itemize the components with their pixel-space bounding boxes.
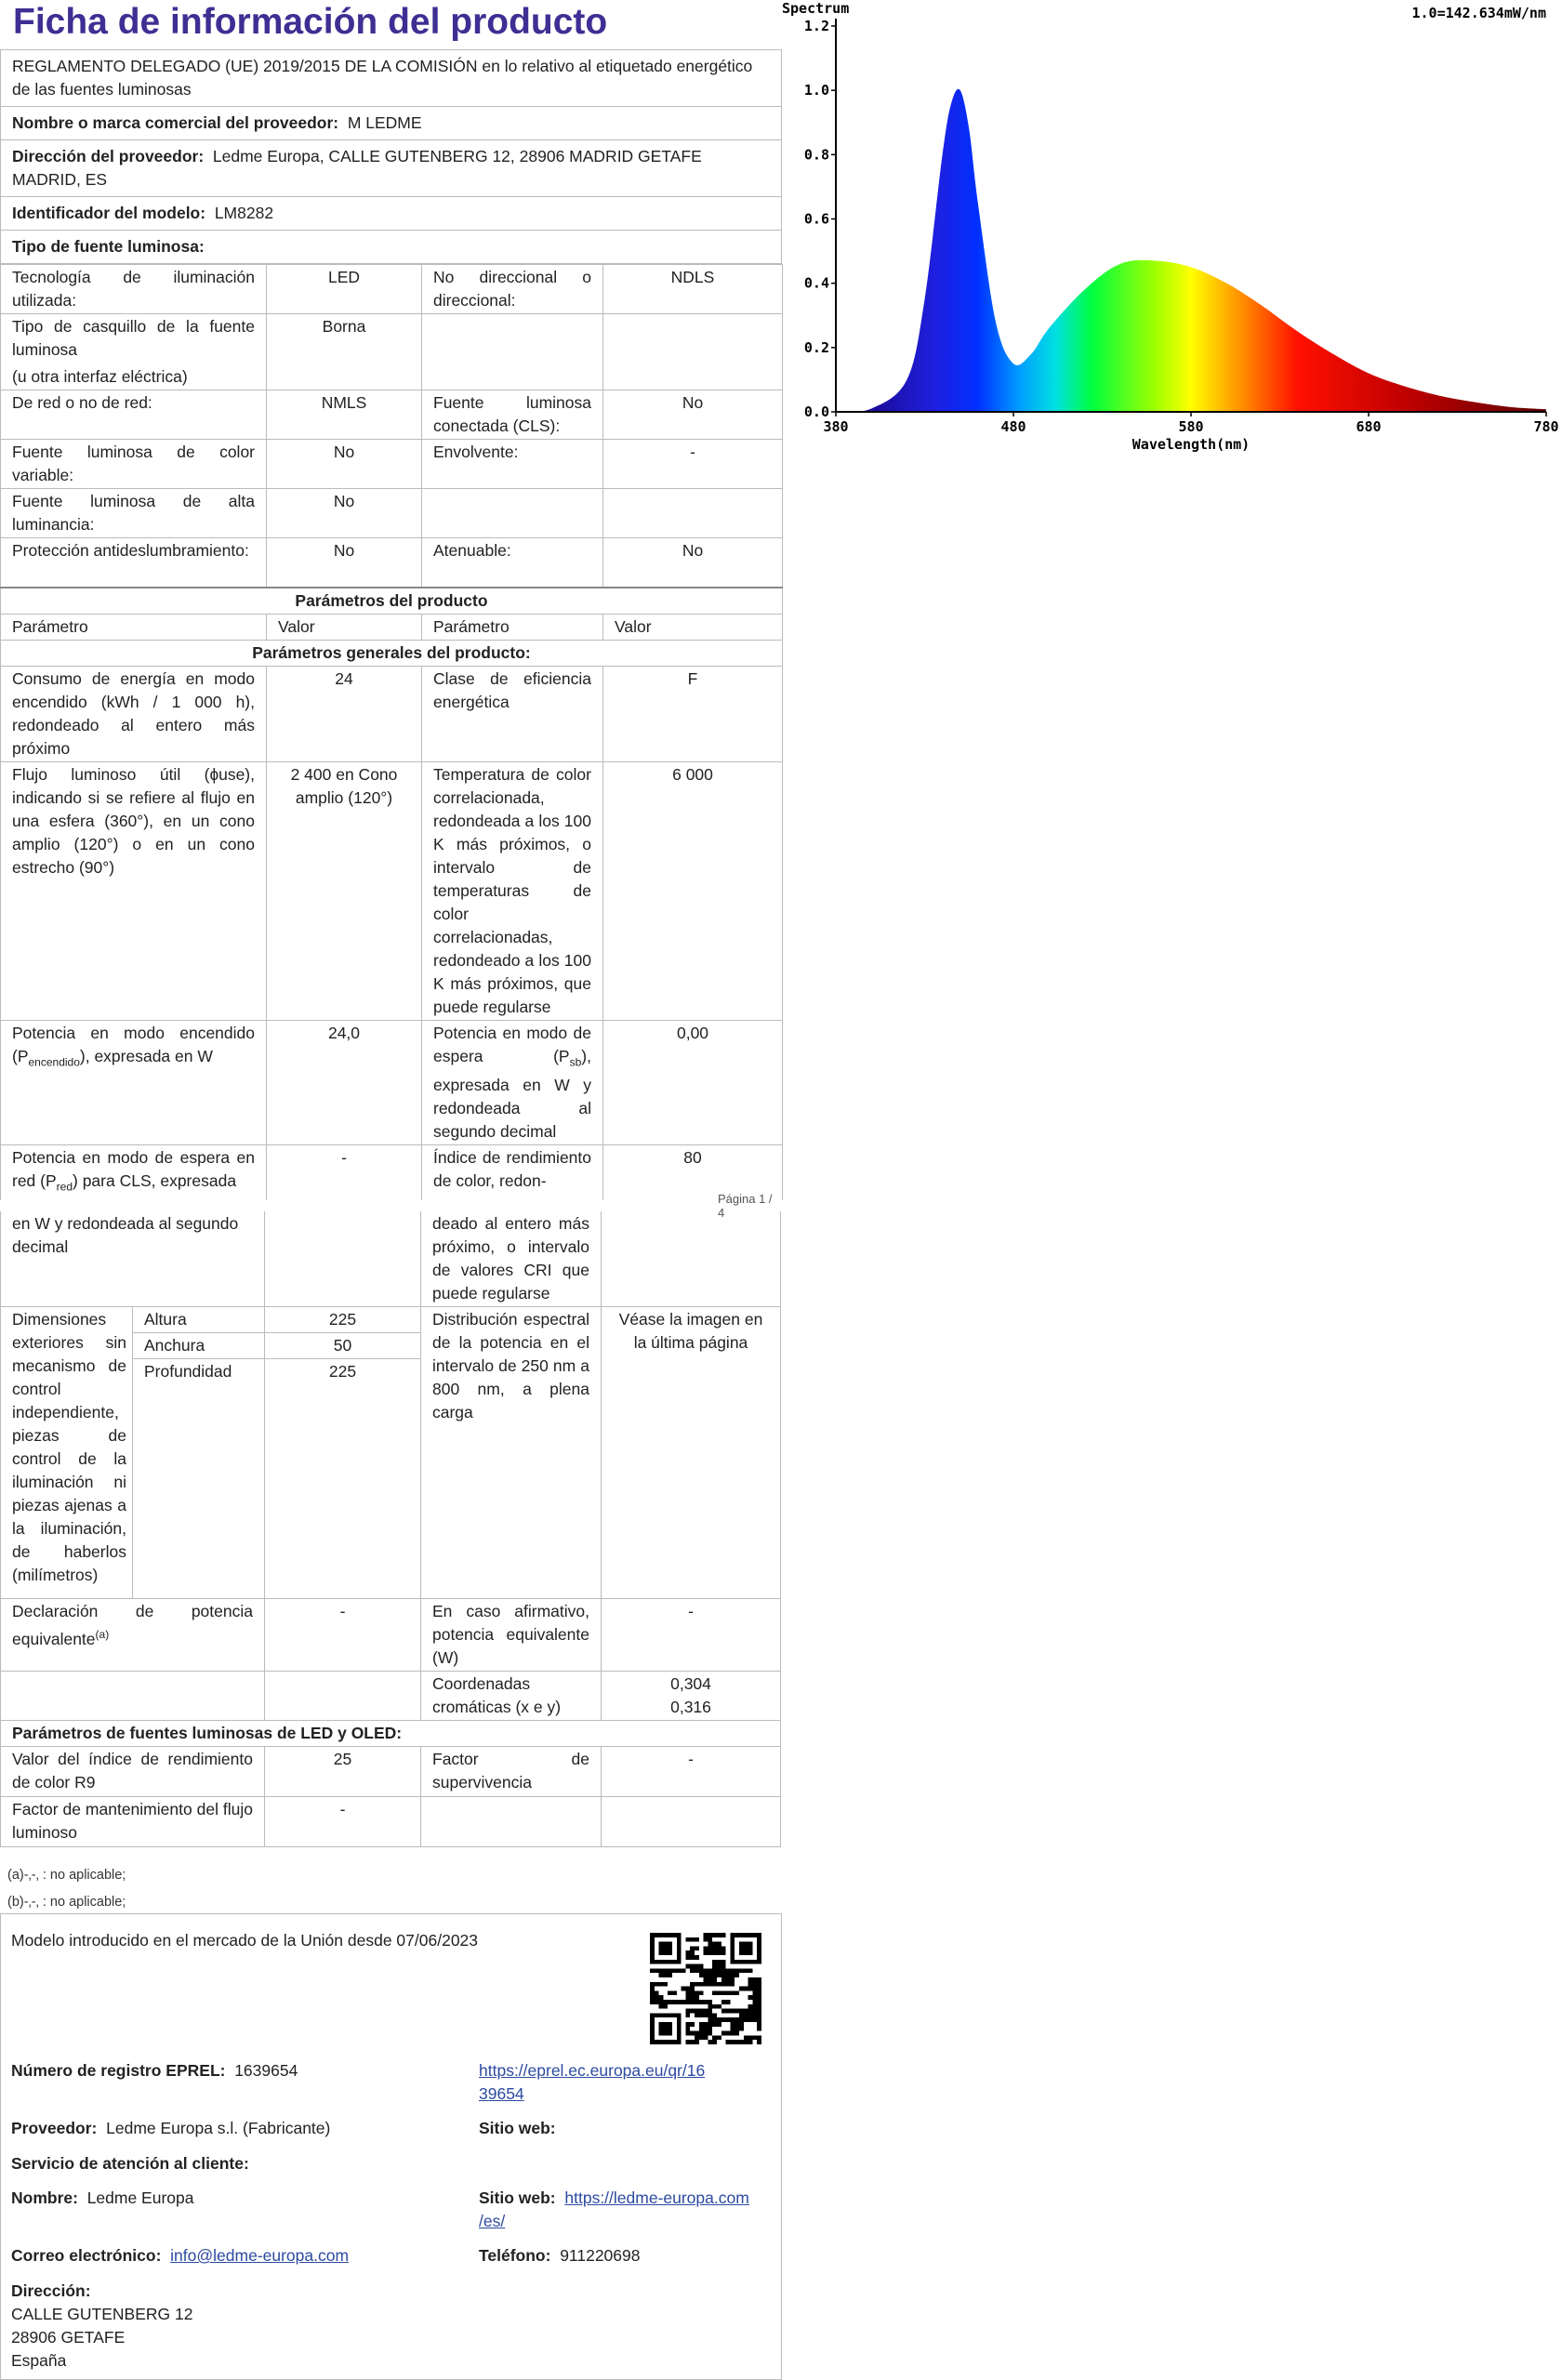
top-info-block [0,49,782,1200]
footnote: (a)-‚-‚ : no aplicable; [7,1868,126,1883]
table-row [1,390,783,440]
param-label: Atenuable: [422,538,603,588]
param-value: 80 [603,1145,783,1200]
table-row [1,1797,781,1847]
dimensions-label: Dimensiones exteriores sin mecanismo de control independiente, piezas de control de la iluminación ni piezas ajenas a la iluminación, de haberlos (milímetros) [1,1307,133,1599]
col-header-value: Valor [603,614,783,640]
label-part: ), expresada en W y redondeada al segundo decimal [433,1046,591,1141]
market-intro: Modelo introducido en el mercado de la Unión desde 07/06/2023 [11,1931,479,1950]
footnotes [7,1862,126,1916]
light-source-table [0,264,783,1200]
x-tick-label: 780 [1533,418,1559,435]
param-value: NDLS [603,265,783,314]
y-tick-label: 0.6 [803,210,829,228]
param-value: Borna [267,314,422,390]
label-part: Potencia en modo encendido (P [12,1023,255,1065]
col-header-value: Valor [267,614,422,640]
y-tick-label: 0.2 [803,338,829,356]
contact-name-label: Nombre: [11,2188,78,2207]
param-value: 2 400 en Cono amplio (120°) [267,761,422,1020]
address-block [11,2280,192,2373]
dimension-value: 225 [265,1307,421,1333]
param-value: 24 [267,666,422,761]
param-value: - [265,1599,421,1672]
spectrum-curve [836,89,1546,413]
table-row [1,666,783,761]
label-part: Potencia en modo de espera (P [433,1023,591,1065]
address-line: CALLE GUTENBERG 12 [11,2305,193,2323]
x-tick-label: 480 [1000,418,1026,435]
table-row [1,489,783,538]
address-line: España [11,2351,67,2370]
eprel-info-box [0,1913,782,2380]
y-tick-label: 0.4 [803,274,829,292]
param-value: No [267,440,422,489]
param-label: No direccional o direccional: [422,265,603,314]
param-label: De red o no de red: [1,390,267,440]
footnote: (b)-‚-‚ : no aplicable; [7,1895,126,1910]
param-value: - [265,1797,421,1847]
col-header-param: Parámetro [1,614,267,640]
page-title: Ficha de información del producto [13,2,608,42]
eprel-row [11,2059,298,2082]
table-row [1,538,783,588]
label-subscript: encendido [28,1055,80,1068]
param-value: LED [267,265,422,314]
general-params-header: Parámetros generales del producto: [1,640,783,666]
param-label: Temperatura de color correlacionada, redondeada a los 100 K más próximos, o intervalo de temperaturas de color correlacionadas, redondeado a los 100 K más próximos, que puede regularse [422,761,603,1020]
eprel-number: 1639654 [234,2061,298,2080]
eprel-link[interactable] [479,2059,705,2106]
product-params-header: Parámetros del producto [1,588,783,615]
param-value: 24,0 [267,1020,422,1145]
empty-cell [602,1211,781,1307]
param-label: Protección antideslumbramiento: [1,538,267,588]
email-link[interactable]: info@ledme-europa.com [170,2246,350,2265]
supplier-name: M LEDME [347,113,422,132]
table-row [1,1599,781,1672]
empty-cell [422,489,603,538]
table-row [1,1672,781,1721]
eprel-url-line[interactable]: https://eprel.ec.europa.eu/qr/16 [479,2061,706,2080]
website2-row [479,2187,749,2233]
spectral-distribution-value: Véase la imagen en la última página [602,1307,781,1599]
param-label [1,1145,267,1200]
label-part: ) para CLS, expresada [73,1171,237,1190]
param-label: Coordenadas cromáticas (x e y) [421,1672,602,1721]
website2-label: Sitio web: [479,2188,556,2207]
param-value: 6 000 [603,761,783,1020]
param-value: No [603,538,783,588]
label-superscript: (a) [95,1628,110,1641]
email-row [11,2244,349,2268]
page-number: Página 1 / 4 [718,1192,773,1220]
phone-value: 911220698 [560,2246,641,2265]
chroma-x: 0,304 [670,1674,711,1693]
qr-code-icon[interactable] [650,1933,761,2044]
phone-row [479,2244,640,2268]
dimension-value: 50 [265,1333,421,1359]
param-value: No [267,538,422,588]
param-label: Clase de eficiencia energética [422,666,603,761]
empty-cell [421,1797,602,1847]
supplier-address: Ledme Europa, CALLE GUTENBERG 12, 28906 MADRID GETAFE MADRID, ES [12,147,702,189]
column-header-row [1,614,783,640]
regulation-text: REGLAMENTO DELEGADO (UE) 2019/2015 DE LA COMISIÓN en lo relativo al etiquetado energético de las fuentes luminosas [0,50,782,107]
dimension-name: Anchura [133,1333,265,1359]
phone-label: Teléfono: [479,2246,551,2265]
spectrum-chart [782,0,1562,465]
section-header-row [1,1721,781,1747]
supplier-name-label: Nombre o marca comercial del proveedor: [12,113,339,132]
cap-type-sublabel: (u otra interfaz eléctrica) [12,367,188,386]
table-row [1,1211,781,1307]
param-label: Flujo luminoso útil (ɸuse), indicando si se refiere al flujo en una esfera (360°), en un cono amplio (120°) o en un cono estrecho (90°) [1,761,267,1020]
model-id-row [0,197,782,231]
empty-cell [602,1797,781,1847]
param-label: Consumo de energía en modo encendido (kWh / 1 000 h), redondeado al entero más próximo [1,666,267,761]
param-value: NMLS [267,390,422,440]
param-label: Envolvente: [422,440,603,489]
chroma-y: 0,316 [670,1698,711,1716]
empty-cell [422,314,603,390]
label-subscript: red [56,1180,73,1194]
empty-cell [265,1672,421,1721]
section-header-row [1,640,783,666]
empty-cell [1,1672,265,1721]
empty-cell [603,489,783,538]
dimension-value: 225 [265,1359,421,1599]
customer-service-label: Servicio de atención al cliente: [11,2154,249,2173]
param-label: deado al entero más próximo, o intervalo de valores CRI que puede regularse [421,1211,602,1307]
table-row [1,1747,781,1797]
section-header-row [1,588,783,615]
param-label: Fuente luminosa de color variable: [1,440,267,489]
table-row [1,440,783,489]
provider-value: Ledme Europa s.l. (Fabricante) [106,2119,331,2137]
label-part: ), expresada en W [79,1046,213,1065]
param-label: Índice de rendimiento de color, redon- [422,1145,603,1200]
param-value: No [603,390,783,440]
y-tick-label: 1.2 [803,18,829,34]
table-row [1,1145,783,1200]
table-row [1,1020,783,1145]
light-source-type-label: Tipo de fuente luminosa: [0,231,782,264]
label-part: Potencia en modo de espera en red (P [12,1148,255,1190]
param-label: Fuente luminosa conectada (CLS): [422,390,603,440]
y-tick-label: 0.0 [803,403,829,420]
eprel-url-line[interactable]: 39654 [479,2084,524,2103]
param-value: No [267,489,422,538]
dimension-name: Altura [133,1307,265,1333]
table-row [1,265,783,314]
label-part: Declaración de potencia equivalente [12,1602,253,1648]
provider-row [11,2117,330,2140]
table-row [1,761,783,1020]
supplier-address-label: Dirección del proveedor: [12,147,205,165]
address-label: Dirección: [11,2281,91,2300]
supplier-name-row [0,107,782,140]
param-label [1,1599,265,1672]
param-value: - [267,1145,422,1200]
param-label [422,1020,603,1145]
empty-cell [265,1211,421,1307]
param-label: en W y redondeada al segundo decimal [1,1211,265,1307]
contact-name-row [11,2187,194,2210]
param-value: - [602,1599,781,1672]
dimension-name: Profundidad [133,1359,265,1599]
param-label: Factor de supervivencia [421,1747,602,1797]
continued-params-table [0,1211,781,1847]
param-value: 0,00 [603,1020,783,1145]
x-tick-label: 580 [1178,418,1204,435]
x-tick-label: 380 [823,418,849,435]
col-header-param: Parámetro [422,614,603,640]
website2-link[interactable]: https://ledme-europa.com [564,2188,749,2207]
y-tick-label: 1.0 [803,82,829,99]
param-label: Tecnología de iluminación utilizada: [1,265,267,314]
empty-cell [603,314,783,390]
label-subscript: sb [569,1055,582,1068]
y-tick-label: 0.8 [803,146,829,164]
website-label: Sitio web: [479,2119,556,2137]
provider-label: Proveedor: [11,2119,98,2137]
table-row [1,314,783,390]
param-label [1,1020,267,1145]
param-value: 25 [265,1747,421,1797]
param-value: F [603,666,783,761]
website2-link[interactable]: /es/ [479,2212,506,2230]
param-value: - [603,440,783,489]
param-label: En caso afirmativo, potencia equivalente (W) [421,1599,602,1672]
param-label: Factor de mantenimiento del flujo luminoso [1,1797,265,1847]
model-id-label: Identificador del modelo: [12,204,206,222]
param-value [602,1672,781,1721]
chart-title: Spectrum [782,0,850,17]
table-row [1,1307,781,1333]
param-label: Fuente luminosa de alta luminancia: [1,489,267,538]
supplier-address-row [0,140,782,197]
email-label: Correo electrónico: [11,2246,162,2265]
x-axis-label: Wavelength(nm) [1132,436,1251,453]
led-params-header: Parámetros de fuentes luminosas de LED y OLED: [1,1721,781,1747]
eprel-label: Número de registro EPREL: [11,2061,226,2080]
address-line: 28906 GETAFE [11,2328,126,2347]
model-id: LM8282 [214,204,274,222]
param-value: - [602,1747,781,1797]
chart-annotation: 1.0=142.634mW/nm [1411,5,1546,21]
param-label: Valor del índice de rendimiento de color R9 [1,1747,265,1797]
spectral-distribution-label: Distribución espectral de la potencia en el intervalo de 250 nm a 800 nm, a plena carga [421,1307,602,1599]
cap-type-label: Tipo de casquillo de la fuente luminosa [12,317,255,359]
x-tick-label: 680 [1356,418,1382,435]
contact-name: Ledme Europa [86,2188,194,2207]
param-label [1,314,267,390]
